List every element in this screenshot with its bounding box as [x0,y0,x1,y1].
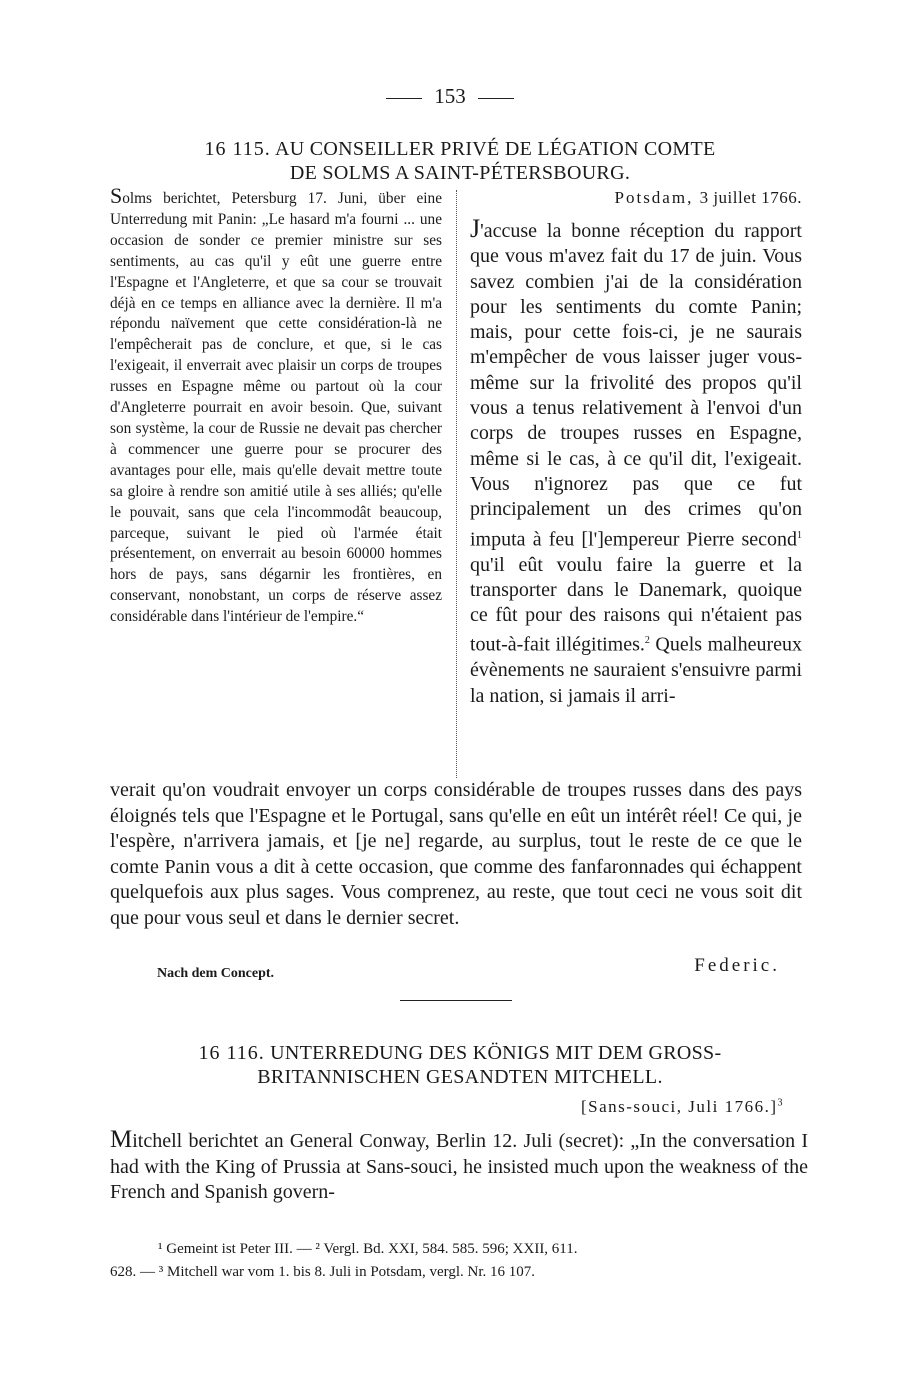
doc1-letter-continuation: verait qu'on voudrait envoyer un corps considérable de troupes russes dans des pays éloignés tels que l'Espagne et le Portugal, sans qu'elle en eût un intérêt réel! Ce qui, je l'espère, n'arrivera jamais, et [je ne] regarde, au surplus, tout le reste de ce que le comte Panin vous a dit à cette occasion, que comme des fanfaronnades qui échappent quelquefois aux plus sages. Vous comprenez, au reste, que tout ceci ne vous soit dit que pour vous seul et dans le dernier secret. [110,779,802,929]
doc2-dateline-text: [Sans-souci, Juli 1766.] [580,1097,778,1116]
page-number-dash-left [386,98,422,99]
doc1-summary-initial: S [110,183,123,208]
doc1-letter-initial: J [470,214,481,243]
footnote-ref-1: 1 [797,529,802,541]
footnotes [110,1238,810,1284]
doc1-letter-part1: 'accuse la bonne réception du rapport que vous m'avez fait du 17 de juin. Vous savez combien j'ai de la considération pour les sentiments du comte Panin; mais, pour cette fois-ci, je ne saurais m'empêcher de vous laisser juger vous-même sur la frivolité des propos qu'il vous a tenus relativement à l'envoi d'un corps de troupes russes en Espagne, même si le cas, à ce qu'il dit, l'exigeait. Vous n'ignorez pas que ce fut principalement un des crimes qu'on imputa à feu [l']empereur Pierre second [470,220,802,551]
doc1-summary-text: olms berichtet, Petersburg 17. Juni, über eine Unterredung mit Panin: „Le hasard m'a fourni ... une occasion de sonder ce premier ministre sur ses sentiments, au cas qu'il y eût une guerre entre l'Espagne et l'Angleterre, et que sa cour se trouvait déjà en ce temps en alliance avec la dernière. Il m'a répondu naïvement que cette considération-là ne l'empêcherait pas de conclure, et que, si le cas l'exigeait, il enverrait avec plaisir un corps de troupes russes en Espagne même ou partout où la cour d'Angleterre pourrait en avoir besoin. Que, suivant son système, la cour de Russie ne devait pas chercher à commencer une guerre pour se procurer des avantages pour elle, mais qu'elle devait mettre toute sa gloire à rendre son amitié utile à ses alliés; qu'elle le pouvait, sans que cela l'incommodât beaucoup, parceque, suivant le pied où l'armée était présentement, on enverrait au besoin 60000 hommes hors de pays, sans dégarnir les frontières, en conservant, nonobstant, un corps de réserve assez considérable dans l'intérieur de l'empire.“ [110,190,442,626]
doc2-number: 16 116. [198,1042,265,1064]
doc1-dateline [470,188,802,208]
doc2-title-line2: BRITANNISCHEN GESANDTEN MITCHELL. [257,1066,663,1088]
doc1-source-note: Nach dem Concept. [157,966,275,981]
doc1-summary [110,183,442,628]
section-rule [400,1000,512,1001]
doc2-heading [100,1041,820,1089]
doc2-paragraph-initial: M [110,1126,133,1153]
column-divider [456,190,457,778]
doc1-title-line2: DE SOLMS A SAINT-PÉTERSBOURG. [289,162,631,184]
doc1-dateline-place: Potsdam, [614,188,694,207]
doc1-title-line1: AU CONSEILLER PRIVÉ DE LÉGATION COMTE [274,138,716,160]
doc1-dateline-date: 3 juillet 1766. [699,188,802,207]
doc2-heading-line1 [100,1041,820,1065]
doc1-letter-column [470,188,802,709]
page-number-dash-right [478,98,514,99]
doc2-paragraph [110,1127,808,1206]
footnote-line-2: 628. — ³ Mitchell war vom 1. bis 8. Juli in Potsdam, vergl. Nr. 16 107. [110,1264,536,1280]
doc2-dateline [581,1097,784,1117]
footnote-line-1: ¹ Gemeint ist Peter III. — ² Vergl. Bd. XXI, 584. 585. 596; XXII, 611. [158,1241,578,1257]
page-number-text: 153 [434,84,466,108]
page-number [0,84,900,109]
doc1-heading [100,137,820,185]
doc1-letter-text [470,216,802,709]
doc1-letter-part3: Quels malheureux évènements ne sauraient s'ensuivre parmi la nation, si jamais il arri- [470,634,802,707]
footnote-ref-2: 2 [644,635,650,647]
doc2-paragraph-text: itchell berichtet an General Conway, Berlin 12. Juli (secret): „In the conversation I had with the King of Prussia at Sans-souci, he insisted much upon the weakness of the French and Spanish govern- [110,1130,808,1203]
doc1-number: 16 115. [204,138,271,160]
doc1-heading-line1 [100,137,820,161]
doc1-letter-part2: qu'il eût voulu faire la guerre et la transporter dans le Danemark, quoique ce fût pour des raisons qui n'étaient pas tout-à-fait illégitimes. [470,553,802,657]
footnote-ref-3: 3 [777,1097,784,1109]
doc1-signature: Federic. [694,955,780,976]
doc2-title-line1: UNTERREDUNG DES KÖNIGS MIT DEM GROSS- [270,1042,722,1064]
